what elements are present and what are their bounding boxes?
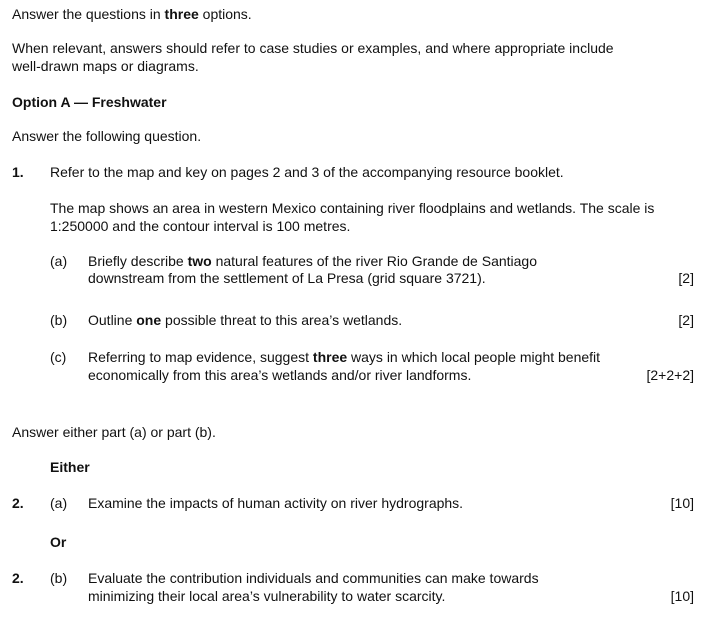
or-heading: Or	[50, 534, 67, 550]
question-2b-number: 2.	[12, 570, 24, 586]
question-1b-pre: Outline	[88, 312, 137, 328]
question-2b-marks: [10]	[670, 588, 694, 604]
question-1a-line-1-post: natural features of the river Rio Grande de Santiago	[211, 253, 538, 269]
option-instruction: Answer the following question.	[12, 128, 202, 144]
question-1a-line-1-pre: Briefly describe	[88, 253, 188, 269]
instructions-line-2: When relevant, answers should refer to case studies or examples, and where appropriate include	[12, 40, 614, 56]
question-1b-post: possible threat to this area’s wetlands.	[161, 312, 403, 328]
option-heading: Option A — Freshwater	[12, 94, 167, 110]
question-1a-line-2: downstream from the settlement of La Presa (grid square 3721).	[88, 270, 486, 286]
question-1c-label: (c)	[50, 349, 67, 365]
question-2b-line-2: minimizing their local area’s vulnerability to water scarcity.	[88, 588, 446, 604]
either-heading: Either	[50, 459, 90, 475]
question-1a-marks: [2]	[678, 270, 694, 286]
question-1b-marks: [2]	[678, 312, 694, 328]
instructions-line-1-post: options.	[198, 6, 252, 22]
instructions-emphasis: three	[164, 6, 199, 22]
question-1b-label: (b)	[50, 312, 68, 328]
question-2b-line-1: Evaluate the contribution individuals and communities can make towards	[88, 570, 539, 586]
question-1c-line-1-post: ways in which local people might benefit	[347, 349, 601, 365]
question-2a-label: (a)	[50, 495, 68, 511]
question-2a-marks: [10]	[670, 495, 694, 511]
instructions-line-1	[12, 5, 252, 24]
question-1a-emphasis: two	[187, 253, 212, 269]
question-1c-line-1-pre: Referring to map evidence, suggest	[88, 349, 313, 365]
question-1a-label: (a)	[50, 253, 68, 269]
question-1b-emphasis: one	[136, 312, 162, 328]
question-2b-label: (b)	[50, 570, 68, 586]
question-2a-number: 2.	[12, 495, 24, 511]
question-1c-marks: [2+2+2]	[646, 367, 694, 383]
instructions-line-3: well-drawn maps or diagrams.	[12, 58, 199, 74]
question-1-map-description-line-1: The map shows an area in western Mexico containing river floodplains and wetlands. The scale is	[50, 200, 655, 216]
question-1-map-description-line-2: 1:250000 and the contour interval is 100 metres.	[50, 218, 351, 234]
question-1-number: 1.	[12, 164, 24, 180]
question-1b-text	[88, 311, 402, 330]
question-1c-line-2: economically from this area’s wetlands and/or river landforms.	[88, 367, 472, 383]
question-2a-text: Examine the impacts of human activity on river hydrographs.	[88, 495, 464, 511]
instructions-line-1-pre: Answer the questions in	[12, 6, 165, 22]
question-1c-emphasis: three	[312, 349, 348, 365]
question-1c-line-1	[88, 348, 600, 367]
question-1-text: Refer to the map and key on pages 2 and 3 of the accompanying resource booklet.	[50, 164, 564, 180]
choice-instruction: Answer either part (a) or part (b).	[12, 424, 216, 440]
